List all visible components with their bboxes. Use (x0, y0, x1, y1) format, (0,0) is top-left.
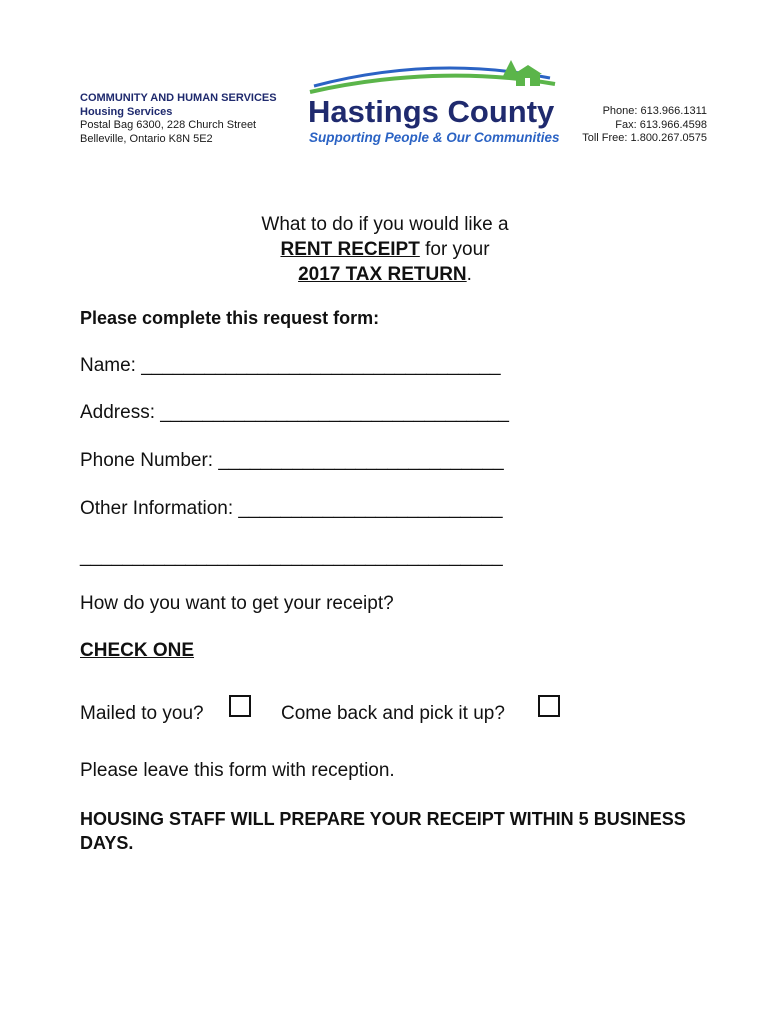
contact-block (582, 105, 707, 146)
address-line-1: Postal Bag 6300, 228 Church Street (80, 119, 257, 131)
phone-number: Phone: 613.966.1311 (602, 105, 707, 117)
mailed-checkbox[interactable] (229, 695, 251, 717)
department-address-block (80, 92, 277, 146)
other-information-field[interactable]: Other Information: _________________________ (80, 498, 503, 519)
rent-receipt-text: RENT RECEIPT (280, 239, 420, 260)
leave-form-note: Please leave this form with reception. (80, 760, 395, 781)
heading-line-1: What to do if you would like a (261, 214, 509, 235)
heading-period: . (466, 264, 472, 285)
for-your-text: for your (419, 239, 490, 260)
house-tree-icon (502, 60, 542, 86)
name-field[interactable]: Name: __________________________________ (80, 355, 501, 376)
hastings-county-logo (300, 58, 562, 150)
address-field[interactable]: Address: _________________________________ (80, 402, 509, 423)
fax-number: Fax: 613.966.4598 (615, 118, 707, 131)
page-heading (0, 212, 770, 287)
heading-line-2 (0, 237, 770, 262)
logo-tagline: Supporting People & Our Communities (309, 130, 560, 145)
phone-number-field[interactable]: Phone Number: ___________________________ (80, 450, 504, 471)
division-name: Housing Services (80, 105, 173, 118)
heading-line-3 (0, 262, 770, 287)
tax-return-text: 2017 TAX RETURN (298, 264, 467, 285)
check-one-label: CHECK ONE (80, 640, 195, 661)
other-information-extra-line[interactable]: ________________________________________ (80, 546, 503, 567)
toll-free-number: Toll Free: 1.800.267.0575 (582, 132, 707, 144)
pickup-checkbox[interactable] (538, 695, 560, 717)
pickup-option-label: Come back and pick it up? (281, 703, 505, 724)
final-notice: HOUSING STAFF WILL PREPARE YOUR RECEIPT WITHIN 5 BUSINESS DAYS. (80, 809, 686, 853)
address-line-2: Belleville, Ontario K8N 5E2 (80, 132, 213, 145)
department-name: COMMUNITY AND HUMAN SERVICES (80, 92, 277, 104)
mailed-option-label: Mailed to you? (80, 703, 204, 724)
form-instruction: Please complete this request form: (80, 308, 380, 328)
receipt-delivery-question: How do you want to get your receipt? (80, 593, 394, 614)
logo-name: Hastings County (308, 94, 555, 129)
